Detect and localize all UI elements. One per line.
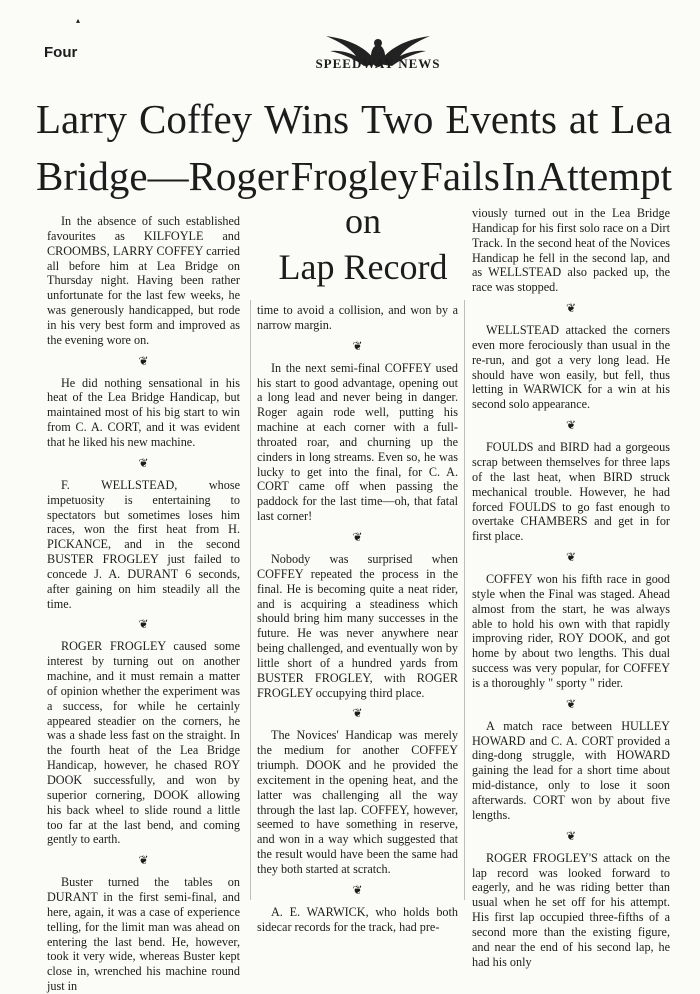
headline-word: Frogley (290, 153, 419, 199)
headline-word: Wins (264, 96, 350, 142)
ornament-divider: ❦ (565, 418, 577, 433)
ornament-divider: ❦ (565, 550, 577, 565)
paragraph: In the next semi-final COFFEY used his start to good advantage, opening out a long lead and never being in danger. Roger again rode well, putting his machine at each corner with a full-throated roar, and churning up the cinders in long streams. Even so, he was lucky to get into the final, for C. A. CORT came off when passing the paddock for the last time—oh, that fatal last corner! (257, 360, 458, 524)
ornament-divider: ❦ (138, 455, 149, 470)
ornament-divider: ❦ (352, 338, 363, 353)
article-column-3 (472, 206, 670, 969)
paragraph: The Novices' Handicap was merely the medium for another COFFEY triumph. DOOK and he provided the excitement in the opening heat, and the latter was challenging all the way through the last lap. COFFEY, however, seemed to have something in reserve, and won in a way which suggested that the result would have been the same had they both started at scratch. (257, 728, 458, 876)
paragraph: F. WELLSTEAD, whose impetuosity is entertaining to spectators but sometimes loses him races, won the first heat from H. PICKANCE, and in the second BUSTER FROGLEY just failed to concede J. A. DURANT 6 seconds, after gaining on him steadily all the time. (47, 477, 240, 611)
paragraph: COFFEY won his fifth race in good style when the Final was staged. Ahead almost from the start, he was always able to hold his own with that rapidly improving rider, ROY DOOK, and got home by about two lengths. This dual success was very popular, for COFFEY is a thoroughly " sporty " rider. (472, 572, 670, 690)
headline-word: Two (361, 96, 434, 142)
headline-word: Attempt (537, 153, 672, 199)
ornament-divider: ❦ (352, 529, 363, 544)
ornament-divider: ❦ (138, 853, 149, 868)
headline-word: Larry (36, 96, 128, 142)
headline-word: Events (445, 96, 557, 142)
headline-word: Bridge—Roger (36, 153, 289, 199)
column-divider (464, 300, 465, 900)
headline-word: at (568, 96, 599, 142)
masthead (298, 34, 458, 80)
paragraph: ROGER FROGLEY caused some interest by turning out on another machine, and it must remain a matter of opinion whether the experiment was a success, for while he certainly appeared steadier on the corners, he was a shade less fast on the straight. In the fourth heat of the Lea Bridge Handicap, however, he chased ROY DOOK successfully, and won by superior cornering, DOOK allowing his back wheel to slide round a little too far at the last bend, and coming gently to earth. (47, 639, 240, 847)
headline-word: Coffey (139, 96, 253, 142)
paragraph: time to avoid a collision, and won by a narrow margin. (257, 303, 458, 332)
ornament-divider: ❦ (565, 696, 577, 711)
paragraph: He did nothing sensational in his heat of the Lea Bridge Handicap, but maintained most of his big start to win from C. A. CORT, and it was evident that he liked his new machine. (47, 375, 240, 449)
ornament-divider: ❦ (352, 882, 363, 897)
headline-line-4: Lap Record (278, 247, 448, 287)
paragraph: A match race between HULLEY HOWARD and C. A. CORT provided a ding-dong struggle, with HOWARD gaining the lead for a short time about mid-distance, only to lose it soon afterwards. CORT won by about five lengths. (472, 718, 670, 822)
headline-word: Fails (420, 153, 500, 199)
masthead-title: SPEEDWAY NEWS (315, 56, 441, 71)
ornament-divider: ❦ (565, 828, 577, 843)
headline-line-3: on (345, 201, 381, 241)
ornament-divider: ❦ (565, 301, 577, 316)
headline-line-1 (36, 95, 672, 143)
page-number: Four (44, 44, 78, 61)
paragraph: In the absence of such established favourites as KILFOYLE and CROOMBS, LARRY COFFEY carried all before him at Lea Bridge on Thursday night. Having been rather unfortunate for the last few weeks, he was generously handicapped, but rode in his very best form and improved as the evening wore on. (47, 214, 240, 347)
paragraph: FOULDS and BIRD had a gorgeous scrap between themselves for three laps of the last heat, when BIRD struck mechanical trouble. However, he had forced FOULDS to go fast enough to overtake CHAMBERS and get in for first place. (472, 440, 670, 544)
ornament-divider: ❦ (138, 617, 149, 632)
headline-word: In (501, 153, 536, 199)
article-column-2 (257, 303, 458, 935)
paragraph: Nobody was surprised when COFFEY repeated the process in the final. He is becoming quite a neat rider, and is acquiring a steadiness which should bring him many successes in the future. He was never anywhere near being challenged, and eventually won by little short of a hundred yards from BUSTER FROGLEY, with ROGER FROGLEY occupying third place. (257, 551, 458, 700)
headline-line-2 (36, 152, 672, 200)
ornament-divider: ❦ (138, 353, 149, 368)
paragraph: Buster turned the tables on DURANT in the first semi-final, and here, again, it was a case of experience telling, for the limit man was ahead on entering the last bend. He, however, took it very wide, whereas Buster kept close in, wrenched his machine round just in (47, 875, 240, 994)
article-column-1 (47, 214, 240, 994)
headline-word: Lea (610, 96, 672, 142)
paragraph: A. E. WARWICK, who holds both sidecar records for the track, had pre- (257, 904, 458, 934)
ornament-divider: ❦ (352, 706, 363, 721)
paragraph: WELLSTEAD attacked the corners even more ferociously than usual in the re-run, and got a very long lead. He should have won easily, but fell, thus letting in WARWICK for a win at his second solo appearance. (472, 323, 670, 412)
column-divider (250, 300, 251, 900)
stray-mark: ▴ (76, 16, 81, 25)
paragraph: viously turned out in the Lea Bridge Handicap for his first solo race on a Dirt Track. In the second heat of the Novices Handicap he fell in the second lap, and as WELLSTEAD also packed up, the race was stopped. (472, 206, 670, 295)
paragraph: ROGER FROGLEY'S attack on the lap record was looked forward to eagerly, and he was riding better than usual when he set off for his attempt. His first lap occupied three-fifths of a second more than the existing figure, and near the end of his second lap, he had his only (472, 850, 670, 969)
